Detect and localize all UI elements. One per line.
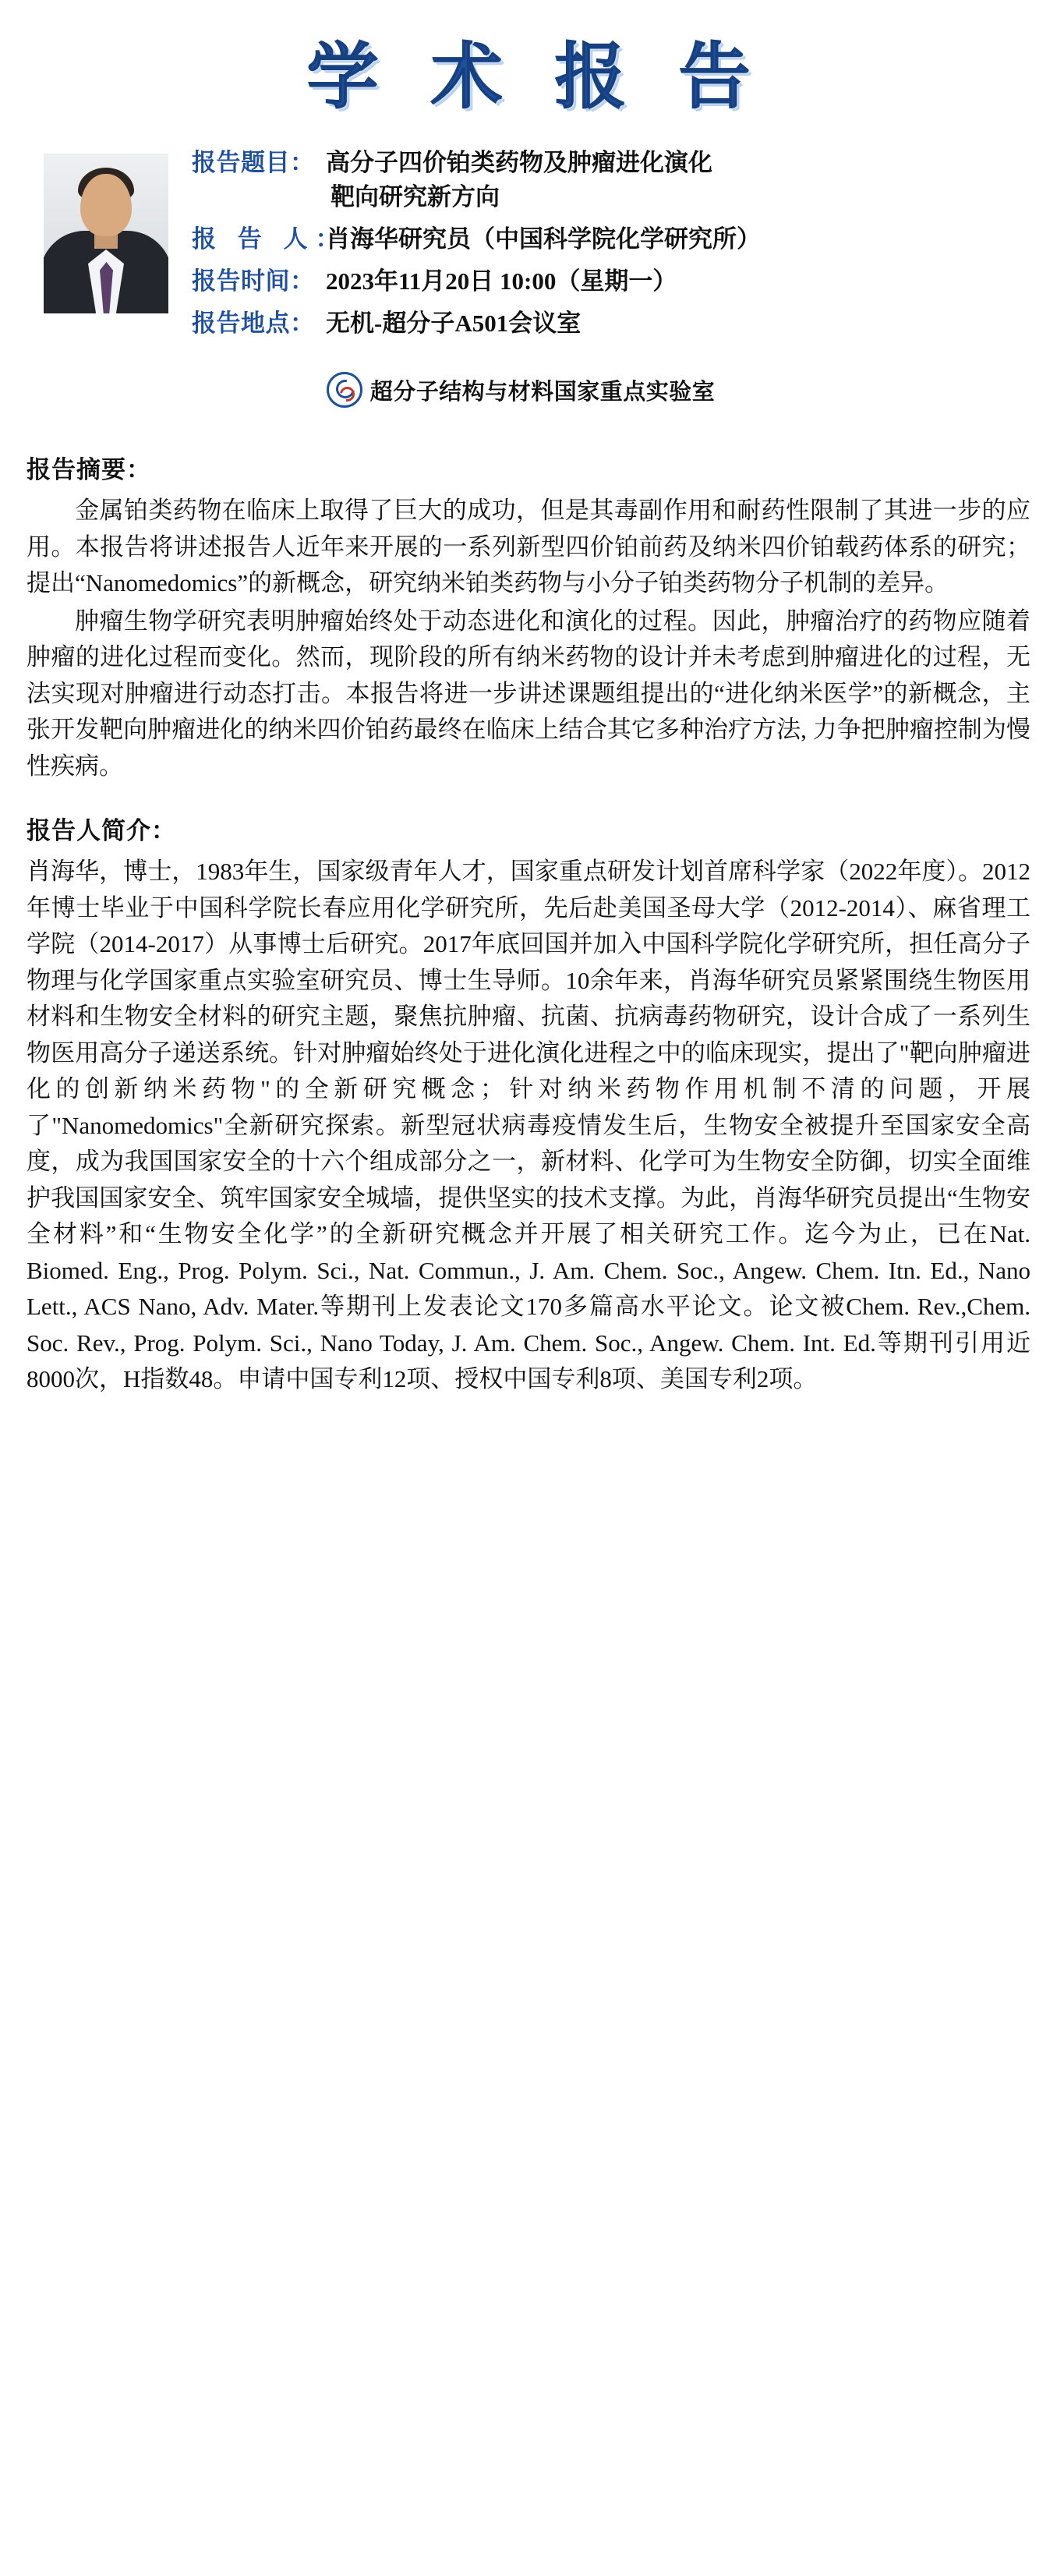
info-row-location	[192, 306, 1030, 341]
info-value-time: 2023年11月20日 10:00（星期一）	[326, 267, 677, 295]
info-rows	[192, 140, 1030, 349]
supramolecular-lab-logo-icon	[327, 372, 362, 408]
info-value-topic-line1: 高分子四价铂类药物及肿瘤进化演化	[326, 149, 712, 177]
info-value-topic	[326, 146, 1030, 214]
abstract-section	[27, 450, 1030, 784]
speaker-portrait	[44, 154, 168, 313]
abstract-paragraph-2: 肿瘤生物学研究表明肿瘤始终处于动态进化和演化的过程。因此，肿瘤治疗的药物应随着肿瘤的进化过程而变化。然而，现阶段的所有纳米药物的设计并未考虑到肿瘤进化的过程，无法实现对肿瘤进行动态打击。本报告将进一步讲述课题组提出的“进化纳米医学”的新概念，主张开发靶向肿瘤进化的纳米四价铂药最终在临床上结合其它多种治疗方法, 力争把肿瘤控制为慢性疾病。	[27, 607, 1030, 780]
speaker-info-block	[27, 140, 1030, 349]
bio-section	[27, 811, 1030, 1398]
info-row-speaker	[192, 222, 1030, 257]
info-value-location: 无机-超分子A501会议室	[326, 310, 582, 338]
bio-title: 报告人简介：	[27, 817, 176, 845]
lab-name: 超分子结构与材料国家重点实验室	[369, 379, 716, 405]
page-title: 学 术 报 告	[306, 37, 768, 117]
info-label-speaker: 报 告 人：	[192, 225, 348, 253]
info-row-time	[192, 264, 1030, 299]
info-value-topic-line2: 靶向研究新方向	[331, 183, 500, 211]
info-label-time: 报告时间：	[192, 267, 315, 295]
info-label-location: 报告地点：	[192, 310, 315, 338]
poster-banner	[27, 23, 1030, 122]
abstract-title: 报告摘要：	[27, 456, 151, 484]
abstract-paragraph-1: 金属铂类药物在临床上取得了巨大的成功，但是其毒副作用和耐药性限制了其进一步的应用。本报告将讲述报告人近年来开展的一系列新型四价铂前药及纳米四价铂载药体系的研究；提出“Nanomedomics”的新概念，研究纳米铂类药物与小分子铂类药物分子机制的差异。	[27, 497, 1030, 597]
info-row-topic	[192, 146, 1030, 214]
info-label-topic: 报告题目：	[192, 149, 315, 177]
lab-line	[27, 372, 1030, 408]
bio-paragraph-1: 肖海华，博士，1983年生，国家级青年人才，国家重点研发计划首席科学家（2022年度）。2012年博士毕业于中国科学院长春应用化学研究所，先后赴美国圣母大学（2012-2014）、麻省理工学院（2014-2017）从事博士后研究。2017年底回国并加入中国科学院化学研究所，担任高分子物理与化学国家重点实验室研究员、博士生导师。10余年来，肖海华研究员紧紧围绕生物医用材料和生物安全材料的研究主题，聚焦抗肿瘤、抗菌、抗病毒药物研究，设计合成了一系列生物医用高分子递送系统。针对肿瘤始终处于进化演化进程之中的临床现实，提出了"靶向肿瘤进化的创新纳米药物"的全新研究概念；针对纳米药物作用机制不清的问题，开展了"Nanomedomics"全新研究探索。新型冠状病毒疫情发生后，生物安全被提升至国家安全高度，成为我国国家安全的十六个组成部分之一，新材料、化学可为生物安全防御，切实全面维护我国国家安全、筑牢国家安全城墙，提供坚实的技术支撑。为此，肖海华研究员提出“生物安全材料”和“生物安全化学”的全新研究概念并开展了相关研究工作。迄今为止，已在Nat. Biomed. Eng., Prog. Polym. Sci., Nat. Commun., J. Am. Chem. Soc., Angew. Chem. Itn. Ed., Nano Lett., ACS Nano, Adv. Mater.等期刊上发表论文170多篇高水平论文。论文被Chem. Rev.,Chem. Soc. Rev., Prog. Polym. Sci., Nano Today, J. Am. Chem. Soc., Angew. Chem. Int. Ed.等期刊引用近8000次，H指数48。申请中国专利12项、授权中国专利8项、美国专利2项。	[27, 858, 1030, 1393]
info-value-speaker: 肖海华研究员（中国科学院化学研究所）	[326, 225, 761, 253]
